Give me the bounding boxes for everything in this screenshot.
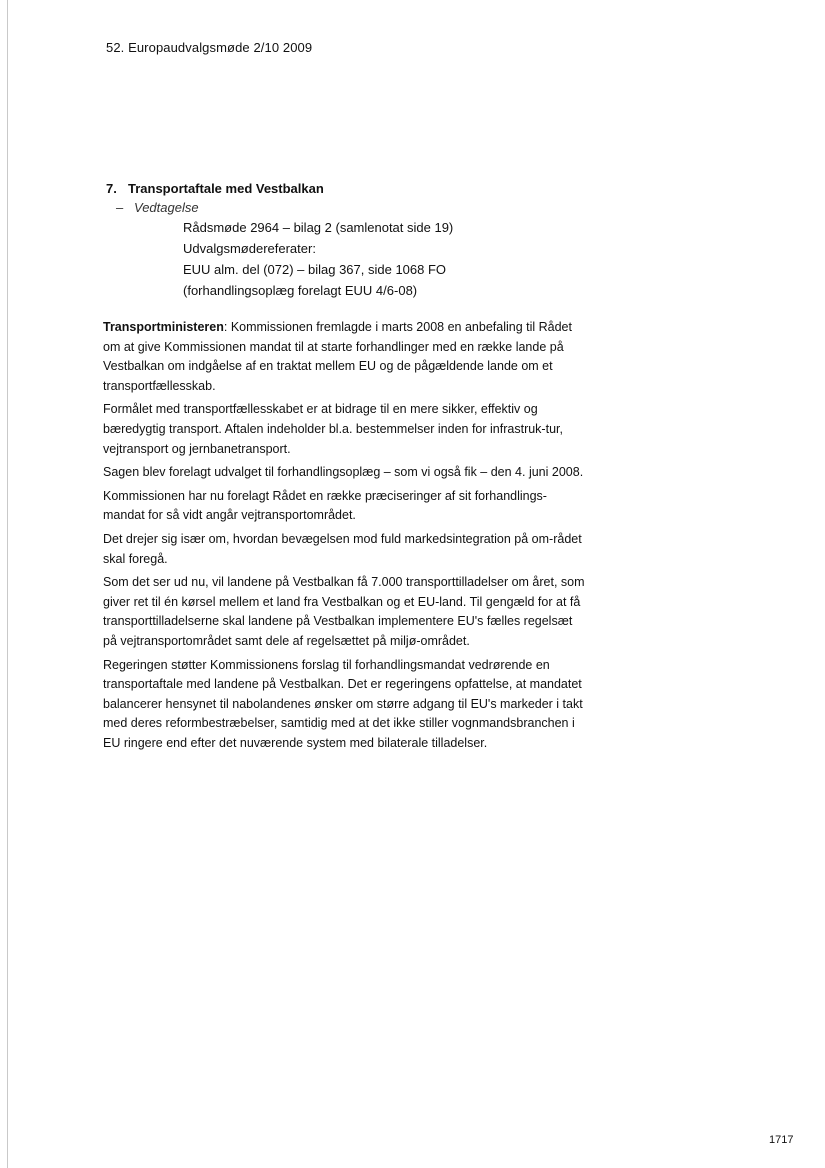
paragraph: Som det ser ud nu, vil landene på Vestbalkan få 7.000 transporttilladelser om året, som giver ret til én kørsel mellem et land fra Vestbalkan og et EU-land. Til gengæld for at få transporttilladelserne skal landene på Vestbalkan implementere EU's fælles regelsæt på vejtransportområdet samt dele af regelsættet på miljø-området.: [103, 575, 585, 648]
paragraph: Formålet med transportfællesskabet er at bidrage til en mere sikker, effektiv og bæredygtig transport. Aftalen indeholder bl.a. bestemmelser inden for infrastruk-tur, vejtransport og jernbanetransport.: [103, 402, 563, 456]
paragraph: Kommissionen har nu forelagt Rådet en række præciseringer af sit forhandlings-mandat for så vidt angår vejtransportområdet.: [103, 488, 547, 523]
page-number: 1717: [769, 1134, 794, 1146]
agenda-subtitle-row: [116, 199, 626, 217]
agenda-heading: [106, 181, 626, 197]
scan-edge: [7, 0, 8, 1168]
paragraph: Regeringen støtter Kommissionens forslag til forhandlingsmandat vedrørende en transportaftale med landene på Vestbalkan. Det er regeringens opfattelse, at mandatet balancerer hensynet til nabolandenes ønsker om større adgang til EU's markeder i takt med deres reformbestræbelser, samtidig med at det ikke stiller vognmandsbranchen i EU ringere end efter det nuværende system med bilaterale tilladelser.: [103, 657, 583, 750]
reference-line: Rådsmøde 2964 – bilag 2 (samlenotat side 19): [183, 220, 454, 235]
page-header: 52. Europaudvalgsmøde 2/10 2009: [106, 40, 313, 55]
speaker-name: Transportministeren: [103, 320, 224, 334]
agenda-number: 7.: [106, 181, 117, 196]
paragraph-text: : Kommissionen fremlagde i marts 2008 en anbefaling til Rådet om at give Kommissionen mandat til at starte forhandlinger med en række lande på Vestbalkan om indgåelse af en traktat mellem EU og de pågældende lande om et transportfællesskab.: [103, 320, 572, 393]
agenda-dash: –: [116, 200, 124, 215]
agenda-references: [183, 217, 626, 301]
minutes-body: [103, 318, 588, 757]
reference-line: EUU alm. del (072) – bilag 367, side 1068 FO: [183, 262, 447, 277]
agenda-title: Transportaftale med Vestbalkan: [128, 181, 324, 196]
reference-line: Udvalgsmødereferater:: [183, 241, 316, 256]
agenda-item: [106, 181, 626, 301]
reference-line: (forhandlingsoplæg forelagt EUU 4/6-08): [183, 283, 418, 298]
paragraph: [103, 318, 588, 396]
paragraph: Sagen blev forelagt udvalget til forhandlingsoplæg – som vi også fik – den 4. juni 2008.: [103, 465, 584, 480]
paragraph: Det drejer sig især om, hvordan bevægelsen mod fuld markedsintegration på om-rådet skal foregå.: [103, 531, 582, 566]
agenda-subtitle: Vedtagelse: [134, 200, 199, 215]
